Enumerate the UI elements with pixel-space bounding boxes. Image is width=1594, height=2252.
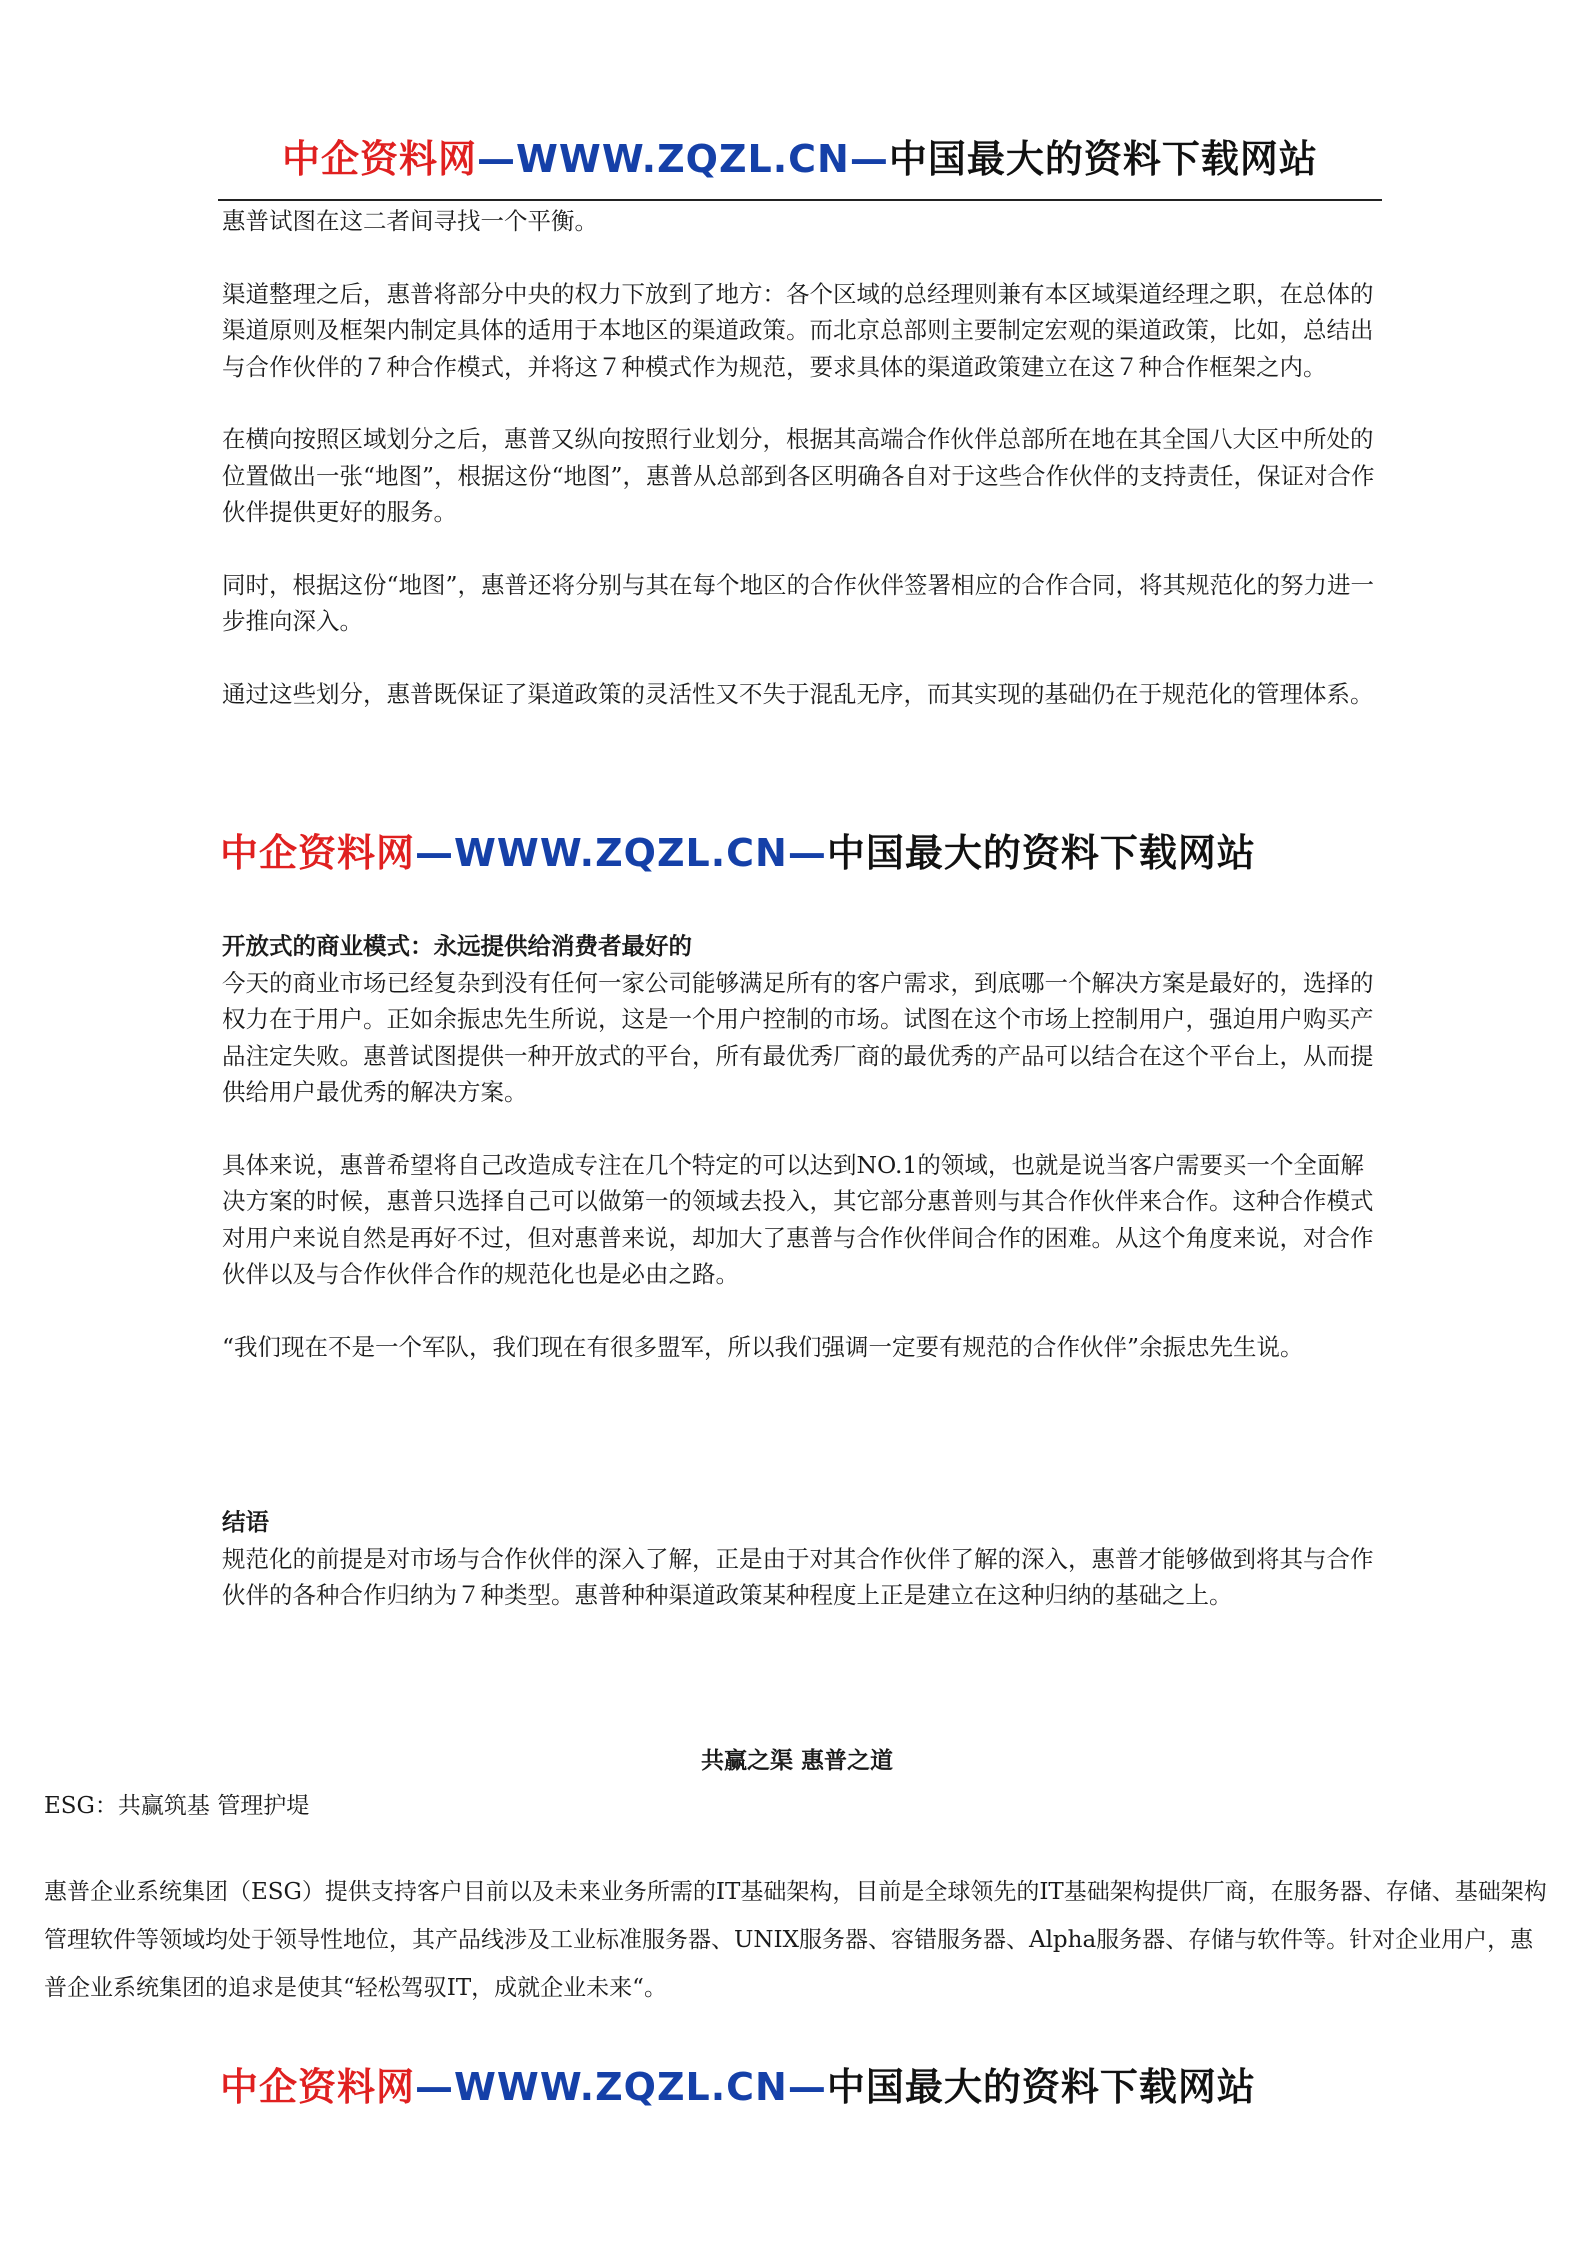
- header-divider: [218, 199, 1382, 201]
- paragraph: 同时，根据这份“地图”，惠普还将分别与其在每个地区的合作伙伴签署相应的合作合同，将其规范化的努力进一步推向深入。: [222, 570, 1375, 635]
- banner-url[interactable]: —WWW.ZQZL.CN—: [477, 137, 889, 181]
- banner-slogan: 中国最大的资料下载网站: [888, 137, 1318, 181]
- site-banner-bottom: [220, 2065, 1256, 2109]
- paragraph: 今天的商业市场已经复杂到没有任何一家公司能够满足所有的客户需求，到底哪一个解决方案是最好的，选择的权力在于用户。正如余振忠先生所说，这是一个用户控制的市场。试图在这个市场上控制用户，强迫用户购买产品注定失败。惠普试图提供一种开放式的平台，所有最优秀厂商的最优秀的产品可以结合在这个平台上，从而提供给用户最优秀的解决方案。: [222, 968, 1374, 1106]
- banner-slogan: 中国最大的资料下载网站: [826, 2065, 1256, 2109]
- banner-url[interactable]: —WWW.ZQZL.CN—: [415, 2065, 827, 2109]
- section-heading: 结语: [222, 1508, 269, 1536]
- banner-slogan: 中国最大的资料下载网站: [826, 831, 1256, 875]
- paragraph: 惠普企业系统集团（ESG）提供支持客户目前以及未来业务所需的IT基础架构，目前是全球领先的IT基础架构提供厂商，在服务器、存储、基础架构管理软件等领域均处于领导性地位，其产品线涉及工业标准服务器、UNIX服务器、容错服务器、Alpha服务器、存储与软件等。针对企业用户，惠普企业系统集团的追求是使其“轻松驾驭IT，成就企业未来“。: [44, 1879, 1547, 2001]
- paragraph: 通过这些划分，惠普既保证了渠道政策的灵活性又不失于混乱无序，而其实现的基础仍在于规范化的管理体系。: [222, 679, 1374, 708]
- section-conclusion: [222, 1504, 1382, 1614]
- paragraph: 渠道整理之后，惠普将部分中央的权力下放到了地方：各个区域的总经理则兼有本区域渠道经理之职，在总体的渠道原则及框架内制定具体的适用于本地区的渠道政策。而北京总部则主要制定宏观的渠道政策，比如，总结出与合作伙伴的７种合作模式，并将这７种模式作为规范，要求具体的渠道政策建立在这７种合作框架之内。: [222, 279, 1374, 381]
- section-open-business-model: [222, 928, 1382, 1365]
- banner-brand: 中企资料网: [220, 831, 416, 875]
- section-channel-policy: [222, 203, 1382, 712]
- paragraph: 惠普试图在这二者间寻找一个平衡。: [222, 207, 598, 235]
- paragraph: 规范化的前提是对市场与合作伙伴的深入了解，正是由于对其合作伙伴了解的深入，惠普才能够做到将其与合作伙伴的各种合作归纳为７种类型。惠普种种渠道政策某种程度上正是建立在这种归纳的基础之上。: [222, 1544, 1374, 1609]
- paragraph: 具体来说，惠普希望将自己改造成专注在几个特定的可以达到NO.1的领域，也就是说当客户需要买一个全面解决方案的时候，惠普只选择自己可以做第一的领域去投入，其它部分惠普则与其合作伙伴来合作。这种合作模式对用户来说自然是再好不过，但对惠普来说，却加大了惠普与合作伙伴间合作的困难。从这个角度来说，对合作伙伴以及与合作伙伴合作的规范化也是必由之路。: [222, 1150, 1374, 1288]
- banner-url[interactable]: —WWW.ZQZL.CN—: [415, 831, 827, 875]
- site-banner-top: [282, 137, 1318, 181]
- article-subtitle: ESG：共赢筑基 管理护堤: [44, 1793, 310, 1819]
- paragraph: 在横向按照区域划分之后，惠普又纵向按照行业划分，根据其高端合作伙伴总部所在地在其全国八大区中所处的位置做出一张“地图”，根据这份“地图”，惠普从总部到各区明确各自对于这些合作伙伴的支持责任，保证对合作伙伴提供更好的服务。: [222, 425, 1375, 526]
- section-heading: 开放式的商业模式：永远提供给消费者最好的: [222, 932, 692, 960]
- banner-brand: 中企资料网: [282, 137, 478, 181]
- paragraph: “我们现在不是一个军队，我们现在有很多盟军，所以我们强调一定要有规范的合作伙伴”余振忠先生说。: [222, 1332, 1304, 1361]
- site-banner-middle: [220, 831, 1256, 875]
- banner-brand: 中企资料网: [220, 2065, 416, 2109]
- article-title: 共赢之渠 惠普之道: [700, 1748, 893, 1774]
